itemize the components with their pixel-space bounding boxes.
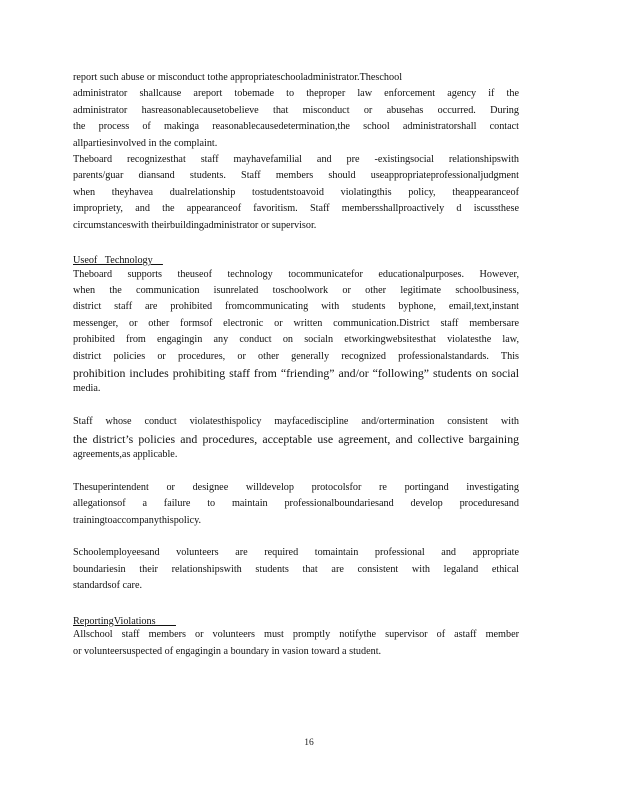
text-line: prohibition includes prohibiting staff from “friending” and/or “following” students on social [73, 366, 519, 381]
paragraph-gap [73, 463, 519, 479]
paragraph-gap [73, 398, 519, 414]
section-heading: Useof Technology [73, 255, 163, 267]
text-line: Theboard recognizesthat staff mayhavefamilial and pre -existingsocial relationshipswith [73, 153, 519, 165]
text-line: trainingtoaccompanythispolicy. [73, 514, 202, 526]
text-line: allegationsof a failure to maintain professionalboundariesand develop proceduresand [73, 498, 519, 510]
text-line: Theboard supports theuseof technology tocommunicatefor educationalpurposes. However, [73, 268, 519, 280]
text-line: district staff are prohibited fromcommunicating with students byphone, email,text,instant [73, 301, 519, 313]
text-line: report such abuse or misconduct tothe appropriateschooladministrator.Theschool [73, 72, 403, 83]
text-line: or volunteersuspected of engagingin a boundary in vasion toward a student. [73, 645, 382, 657]
text-line: when theyhavea dualrelationship tostudentstoavoid violatingthis policy, theappearanceof [73, 186, 519, 198]
text-line: administrator hasreasonablecausetobelieve that misconduct or abusehas occurred. During [73, 104, 519, 116]
paragraph [73, 70, 519, 234]
section-heading: ReportingViolations [73, 615, 176, 627]
text-line: prohibited from engagingin any conduct on socialn etworkingwebsitesthat violatesthe law, [73, 334, 519, 346]
text-line: Thesuperintendent or designee willdevelop protocolsfor re portingand investigating [73, 481, 519, 493]
document-body [73, 70, 519, 660]
text-line: messenger, or other formsof electronic or written communication.District staff membersare [73, 317, 519, 329]
text-line: parents/guar diansand students. Staff members should useappropriateprofessionaljudgment [73, 170, 519, 182]
text-line: media. [73, 383, 101, 395]
paragraph-gap [73, 234, 519, 250]
text-line: when the communication isunrelated toschoolwork or other legitimate schoolbusiness, [73, 285, 519, 297]
text-line: Schoolemployeesand volunteers are required tomaintain professional and appropriate [73, 547, 519, 559]
paragraph-gap [73, 595, 519, 611]
section-heading-row [73, 250, 519, 266]
paragraph [73, 545, 519, 594]
text-line: district policies or procedures, or other generally recognized professionalstandards. This [73, 350, 519, 362]
paragraph [73, 480, 519, 529]
text-line: agreements,as applicable. [73, 448, 178, 460]
text-line: allpartiesinvolved in the complaint. [73, 137, 218, 149]
paragraph-gap [73, 529, 519, 545]
section-heading-row [73, 611, 519, 627]
page-number: 16 [304, 738, 314, 748]
text-line: administrator shallcause areport tobemade to theproper law enforcement agency if the [73, 88, 519, 100]
paragraph [73, 627, 519, 660]
paragraph [73, 267, 519, 398]
text-line: impropriety, and the appearanceof favoritism. Staff membersshallproactively d iscussthese [73, 203, 519, 215]
text-line: boundariesin their relationshipswith students that are consistent with legaland ethical [73, 563, 519, 575]
text-line: Allschool staff members or volunteers must promptly notifythe supervisor of astaff member [73, 629, 519, 641]
text-line: circumstanceswith theirbuildingadministrator or supervisor. [73, 219, 317, 231]
text-line: the district’s policies and procedures, acceptable use agreement, and collective bargaining [73, 431, 519, 446]
text-line: Staff whose conduct violatesthispolicy mayfacediscipline and/ortermination consistent with [73, 416, 519, 428]
text-line: standardsof care. [73, 580, 143, 592]
paragraph [73, 414, 519, 463]
text-line: the process of makinga reasonablecausedetermination,the school administratorshall contact [73, 121, 519, 133]
